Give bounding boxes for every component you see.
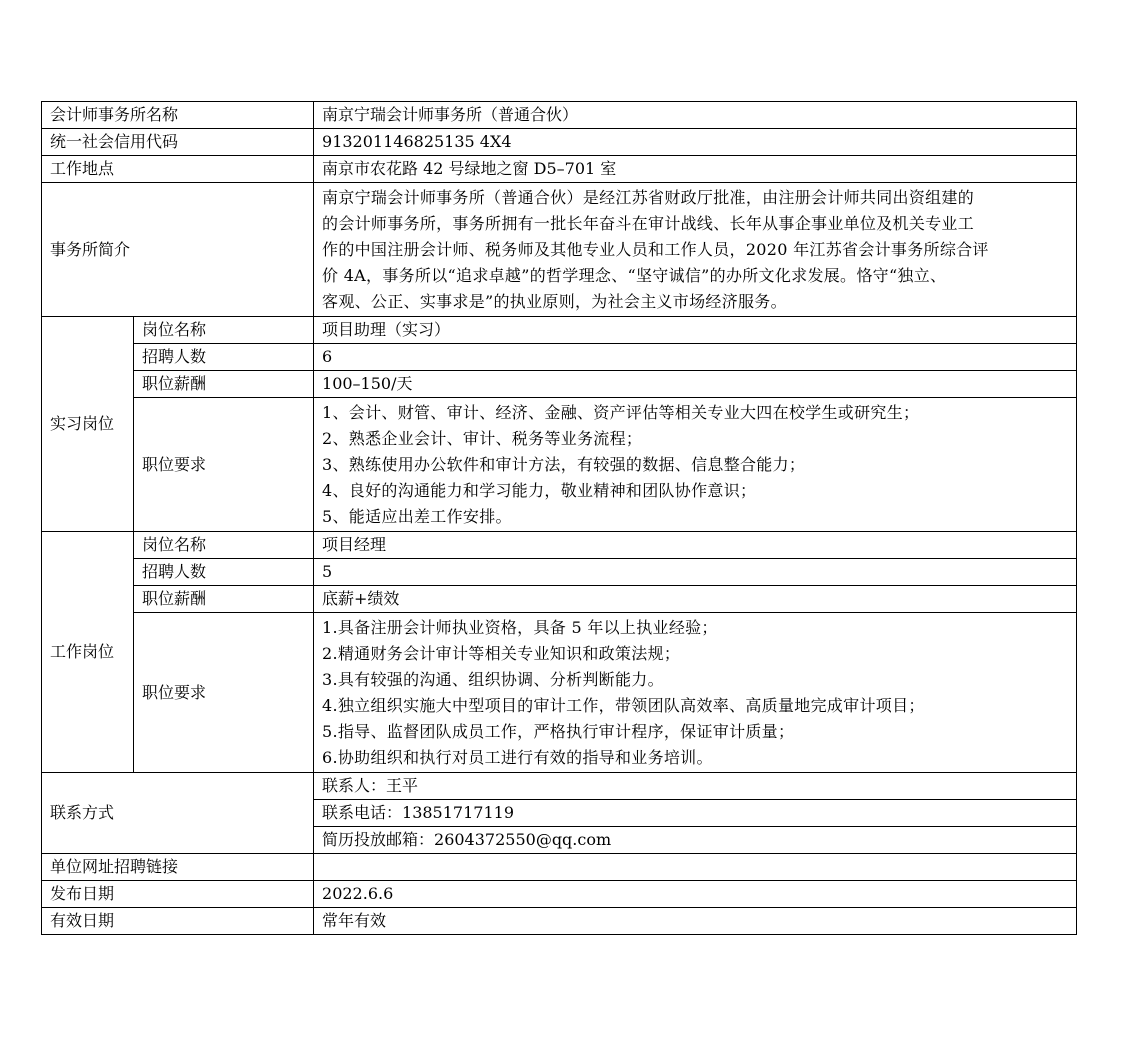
- requirement-item: 3.具有较强的沟通、组织协调、分析判断能力。: [322, 669, 664, 689]
- job-count-label: 招聘人数: [134, 559, 314, 586]
- internship-section-label: 实习岗位: [42, 317, 134, 532]
- credit-code-label: 统一社会信用代码: [42, 129, 314, 156]
- contact-label: 联系方式: [42, 773, 314, 854]
- work-location-label: 工作地点: [42, 156, 314, 183]
- internship-position-value: 项目助理（实习）: [314, 317, 1077, 344]
- job-requirements: [314, 613, 1077, 773]
- requirement-item: 5、能适应出差工作安排。: [322, 506, 512, 526]
- intro-line: 的会计师事务所，事务所拥有一批长年奋斗在审计战线、长年从事企事业单位及机关专业工: [322, 213, 975, 233]
- intro-line: 南京宁瑞会计师事务所（普通合伙）是经江苏省财政厅批准，由注册会计师共同出资组建的: [322, 187, 975, 207]
- requirement-item: 6.协助组织和执行对员工进行有效的指导和业务培训。: [322, 747, 713, 767]
- requirement-item: 2.精通财务会计审计等相关专业知识和政策法规；: [322, 643, 681, 663]
- credit-code-value: 913201146825135 4X4: [314, 129, 1077, 156]
- internship-requirements: [314, 398, 1077, 532]
- internship-position-label: 岗位名称: [134, 317, 314, 344]
- internship-req-label: 职位要求: [134, 398, 314, 532]
- intro-line: 价 4A，事务所以“追求卓越”的哲学理念、“坚守诚信”的办所文化求发展。恪守“独立、: [322, 265, 947, 285]
- job-section-label: 工作岗位: [42, 532, 134, 773]
- contact-email: 简历投放邮箱：2604372550@qq.com: [314, 827, 1077, 854]
- firm-intro-label: 事务所简介: [42, 183, 314, 317]
- requirement-item: 1、会计、财管、审计、经济、金融、资产评估等相关专业大四在校学生或研究生；: [322, 402, 920, 422]
- firm-name-value: 南京宁瑞会计师事务所（普通合伙）: [314, 102, 1077, 129]
- internship-count-label: 招聘人数: [134, 344, 314, 371]
- publish-date-value: 2022.6.6: [314, 881, 1077, 908]
- job-position-value: 项目经理: [314, 532, 1077, 559]
- job-req-label: 职位要求: [134, 613, 314, 773]
- recruitment-table: [41, 101, 1077, 935]
- intro-line: 客观、公正、实事求是”的执业原则，为社会主义市场经济服务。: [322, 291, 787, 311]
- requirement-item: 3、熟练使用办公软件和审计方法，有较强的数据、信息整合能力；: [322, 454, 806, 474]
- job-salary-label: 职位薪酬: [134, 586, 314, 613]
- requirement-item: 5.指导、监督团队成员工作，严格执行审计程序，保证审计质量；: [322, 721, 795, 741]
- contact-person: 联系人：王平: [314, 773, 1077, 800]
- intro-line: 作的中国注册会计师、税务师及其他专业人员和工作人员，2020 年江苏省会计事务所综合评: [322, 239, 989, 259]
- requirement-item: 4、良好的沟通能力和学习能力，敬业精神和团队协作意识；: [322, 480, 757, 500]
- contact-phone: 联系电话：13851717119: [314, 800, 1077, 827]
- requirement-item: 1.具备注册会计师执业资格，具备 5 年以上执业经验；: [322, 617, 718, 637]
- job-position-label: 岗位名称: [134, 532, 314, 559]
- internship-salary-label: 职位薪酬: [134, 371, 314, 398]
- firm-name-label: 会计师事务所名称: [42, 102, 314, 129]
- job-count-value: 5: [314, 559, 1077, 586]
- website-label: 单位网址招聘链接: [42, 854, 314, 881]
- publish-date-label: 发布日期: [42, 881, 314, 908]
- job-salary-value: 底薪+绩效: [314, 586, 1077, 613]
- website-value: [314, 854, 1077, 881]
- internship-count-value: 6: [314, 344, 1077, 371]
- requirement-item: 2、熟悉企业会计、审计、税务等业务流程；: [322, 428, 643, 448]
- requirement-item: 4.独立组织实施大中型项目的审计工作，带领团队高效率、高质量地完成审计项目；: [322, 695, 925, 715]
- valid-date-value: 常年有效: [314, 908, 1077, 935]
- internship-salary-value: 100–150/天: [314, 371, 1077, 398]
- work-location-value: 南京市农花路 42 号绿地之窗 D5–701 室: [314, 156, 1077, 183]
- valid-date-label: 有效日期: [42, 908, 314, 935]
- firm-intro-text: [314, 183, 1077, 317]
